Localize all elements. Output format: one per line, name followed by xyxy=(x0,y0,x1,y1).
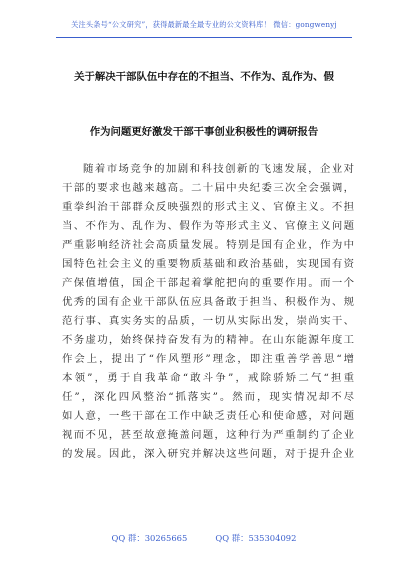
body-line: 优秀的国有企业干部队伍应具备敢于担当、积极作为、规 xyxy=(62,296,354,308)
body-line: 产保值增值，国企干部起着掌舵把向的重要作用。而一个 xyxy=(62,277,354,289)
body-line: 本领”，勇于自我革命“敢斗争”，戒除骄矫二气“担重 xyxy=(62,372,354,384)
body-line: 如人意，一些干部在工作中缺乏责任心和使命感，对问题 xyxy=(62,410,354,422)
document-title-line-1: 关于解决干部队伍中存在的不担当、不作为、乱作为、假 xyxy=(74,71,334,83)
body-line: 作会上，提出了“作风塑形”理念，即注重善学善思“增 xyxy=(62,353,354,365)
body-line: 随着市场竞争的加剧和科技创新的飞速发展，企业对 xyxy=(83,163,354,175)
document-title-line-2: 作为问题更好激发干部干事创业积极性的调研报告 xyxy=(89,126,319,138)
body-line: 国特色社会主义的重要物质基础和政治基础，实现国有资 xyxy=(62,258,354,270)
body-line: 严重影响经济社会高质量发展。特别是国有企业，作为中 xyxy=(62,239,354,251)
body-line: 任”，深化四风整治“抓落实”。然而，现实情况却不尽 xyxy=(62,391,354,403)
body-line: 的发展。因此，深入研究并解决这些问题，对于提升企业 xyxy=(62,448,354,460)
document-body xyxy=(62,160,354,464)
body-line: 干部的要求也越来越高。二十届中央纪委三次全会强调， xyxy=(62,182,354,194)
header-banner: 关注头条号“公文研究”，获得最新最全最专业的公文资料库！ 微信：gongwenyj xyxy=(71,20,337,29)
body-line: 不务虚功，始终保持奋发有为的精神。在山东能源年度工 xyxy=(62,334,354,346)
body-line: 当、不作为、乱作为、假作为等形式主义、官僚主义问题 xyxy=(62,220,354,232)
body-line: 范行事、真实务实的品质，一切从实际出发，崇尚实干、 xyxy=(62,315,354,327)
footer xyxy=(0,532,408,544)
footer-qq-group-1: QQ 群：30265665 xyxy=(111,533,188,543)
header-divider xyxy=(56,37,352,38)
body-line: 视而不见，甚至故意掩盖问题，这种行为严重制约了企业 xyxy=(62,429,354,441)
body-line: 重拳纠治干部群众反映强烈的形式主义、官僚主义。不担 xyxy=(62,201,354,213)
footer-qq-group-2: QQ 群：535304092 xyxy=(215,533,297,543)
